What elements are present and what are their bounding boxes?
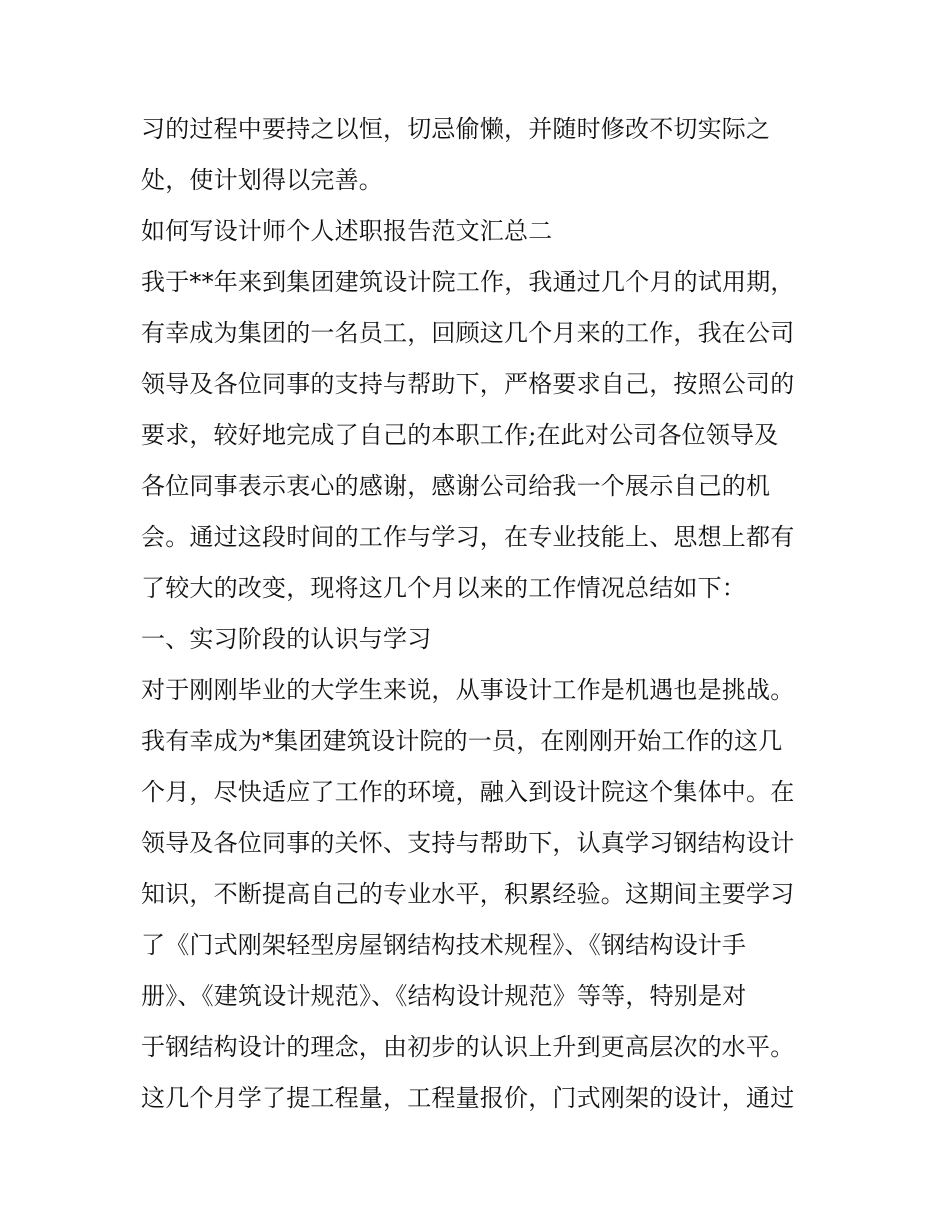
text-line: 了较大的改变，现将这几个月以来的工作情况总结如下： bbox=[141, 574, 746, 602]
text-line: 领导及各位同事的支持与帮助下，严格要求自己，按照公司的 bbox=[141, 370, 795, 398]
text-line: 会。通过这段时间的工作与学习，在专业技能上、思想上都有 bbox=[141, 523, 795, 551]
text-line: 各位同事表示衷心的感谢，感谢公司给我一个展示自己的机 bbox=[141, 472, 771, 500]
text-line: 对于刚刚毕业的大学生来说，从事设计工作是机遇也是挑战。 bbox=[141, 676, 795, 704]
document-body bbox=[141, 104, 813, 1124]
text-line: 知识，不断提高自己的专业水平，积累经验。这期间主要学习 bbox=[141, 880, 795, 908]
section-heading: 如何写设计师个人述职报告范文汇总二 bbox=[141, 217, 553, 245]
text-line: 领导及各位同事的关怀、支持与帮助下，认真学习钢结构设计 bbox=[141, 829, 795, 857]
text-line: 册》、《建筑设计规范》、《结构设计规范》等等，特别是对 bbox=[141, 982, 747, 1010]
text-line: 习的过程中要持之以恒，切忌偷懒，并随时修改不切实际之 bbox=[141, 115, 771, 143]
subsection-heading: 一、实习阶段的认识与学习 bbox=[141, 625, 432, 653]
text-line: 我于**年来到集团建筑设计院工作，我通过几个月的试用期， bbox=[141, 268, 795, 296]
text-line: 这几个月学了提工程量，工程量报价，门式刚架的设计，通过 bbox=[141, 1084, 795, 1112]
text-line: 我有幸成为*集团建筑设计院的一员，在刚刚开始工作的这几 bbox=[141, 727, 783, 755]
text-line: 个月，尽快适应了工作的环境，融入到设计院这个集体中。在 bbox=[141, 778, 795, 806]
text-line: 有幸成为集团的一名员工，回顾这几个月来的工作，我在公司 bbox=[141, 319, 795, 347]
text-line: 于钢结构设计的理念，由初步的认识上升到更高层次的水平。 bbox=[141, 1033, 795, 1061]
text-line: 要求，较好地完成了自己的本职工作;在此对公司各位领导及 bbox=[141, 421, 779, 449]
text-line: 了《门式刚架轻型房屋钢结构技术规程》、《钢结构设计手 bbox=[141, 931, 747, 959]
text-line: 处，使计划得以完善。 bbox=[141, 166, 383, 194]
